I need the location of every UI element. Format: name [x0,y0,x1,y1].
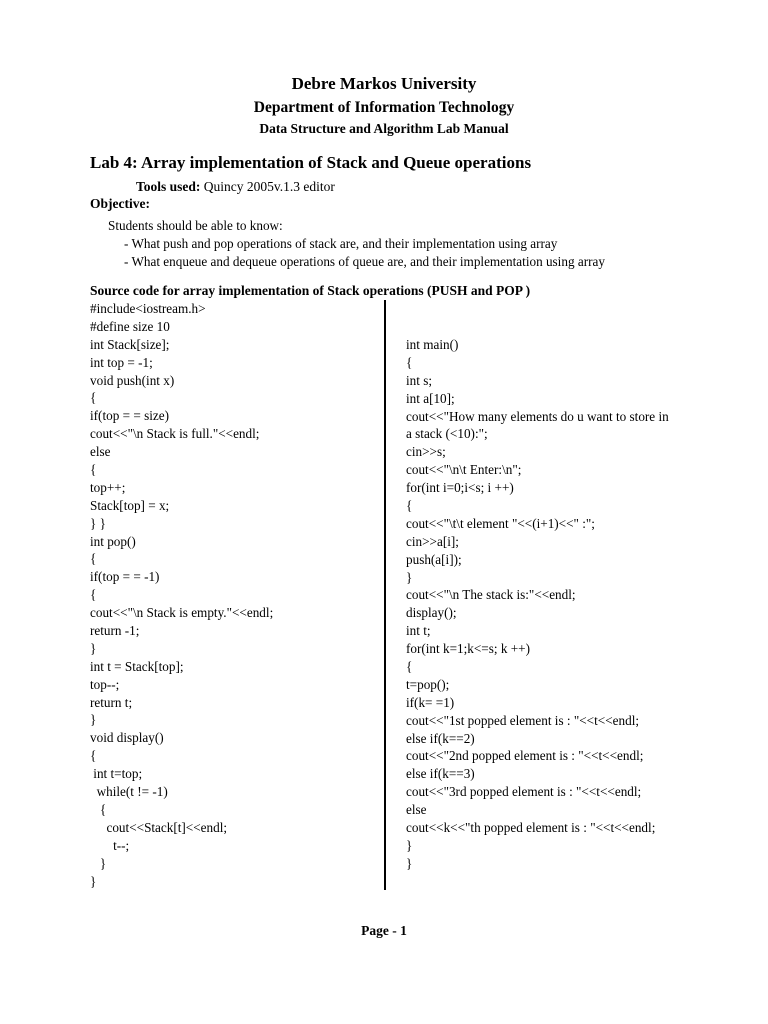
objective-heading: Objective: [90,196,150,211]
page-number: Page - 1 [361,923,407,938]
code-line: int a[10]; [406,390,455,406]
code-line: cout<<"How many elements do u want to store in [406,408,669,424]
code-line: if(top = = -1) [90,569,160,585]
code-line: top++; [90,479,126,495]
code-line: } [90,873,97,889]
code-line: cout<<"\n Stack is full."<<endl; [90,426,260,442]
code-line: } [406,855,413,871]
code-line: while(t != -1) [90,784,168,800]
code-line: } [90,640,97,656]
code-line: cout<<"1st popped element is : "<<t<<endl; [406,712,640,728]
code-line: else if(k==2) [406,730,475,746]
code-line: cout<<"\n\t Enter:\n"; [406,462,522,478]
code-line: } [406,837,413,853]
code-line: { [90,801,107,817]
code-line: void display() [90,730,164,746]
code-line: push(a[i]); [406,551,462,567]
code-line: else [90,444,111,460]
code-line: } [406,569,413,585]
code-line: int t=top; [90,766,143,782]
code-line: int Stack[size]; [90,336,170,352]
code-line: for(int i=0;i<s; i ++) [406,480,514,496]
code-line: Stack[top] = x; [90,497,170,513]
code-line: { [406,659,413,675]
manual-title: Data Structure and Algorithm Lab Manual [259,121,509,136]
code-line: void push(int x) [90,372,175,388]
code-line: int t = Stack[top]; [90,658,184,674]
university-title: Debre Markos University [291,74,477,93]
code-line: int top = -1; [90,354,153,370]
column-divider [384,300,386,890]
code-line: cin>>s; [406,444,446,460]
code-line: } [90,712,97,728]
code-line: int t; [406,623,431,639]
code-line: if(top = = size) [90,408,169,424]
code-line: cout<<"3rd popped element is : "<<t<<endl; [406,784,642,800]
code-line: return t; [90,694,133,710]
code-line: else [406,802,427,818]
code-line: int pop() [90,533,136,549]
code-line: { [406,354,413,370]
code-column-right [406,336,669,873]
code-line: top--; [90,676,120,692]
code-line: #include<iostream.h> [90,301,206,316]
code-line: t=pop(); [406,676,450,692]
code-line: { [406,498,413,514]
source-code-heading: Source code for array implementation of Stack operations (PUSH and POP ) [90,283,531,298]
code-line: cout<<"2nd popped element is : "<<t<<endl; [406,748,644,764]
code-line: a stack (<10):"; [406,426,488,442]
code-line: cout<<k<<"th popped element is : "<<t<<endl; [406,820,656,836]
department-title: Department of Information Technology [253,99,515,116]
code-line: return -1; [90,623,140,639]
code-line: { [90,748,97,764]
code-line: } } [90,515,106,531]
code-line: display(); [406,605,457,621]
code-line: t--; [90,837,130,853]
tools-line [136,179,335,195]
code-line: cout<<Stack[t]<<endl; [90,819,228,835]
code-line: } [90,855,107,871]
code-line: cin>>a[i]; [406,533,459,549]
lab-title: Lab 4: Array implementation of Stack and Queue operations [90,153,532,172]
code-line: #define size 10 [90,318,170,334]
tools-label: Tools used: [136,179,201,194]
objective-intro: Students should be able to know: [108,218,283,233]
code-line: { [90,551,97,567]
objective-item: - What enqueue and dequeue operations of queue are, and their implementation using array [124,254,605,269]
tools-value: Quincy 2005v.1.3 editor [200,179,335,194]
code-line: int s; [406,372,433,388]
code-line: for(int k=1;k<=s; k ++) [406,641,530,657]
code-column-left [90,300,273,890]
code-line: int main() [406,337,459,352]
code-line: else if(k==3) [406,766,475,782]
code-line: cout<<"\n The stack is:"<<endl; [406,587,576,603]
code-line: cout<<"\t\t element "<<(i+1)<<" :"; [406,515,595,531]
code-line: if(k= =1) [406,694,455,710]
code-line: { [90,390,97,406]
code-line: { [90,462,97,478]
code-line: { [90,587,97,603]
code-line: cout<<"\n Stack is empty."<<endl; [90,605,274,621]
objective-item: - What push and pop operations of stack are, and their implementation using array [124,236,558,251]
